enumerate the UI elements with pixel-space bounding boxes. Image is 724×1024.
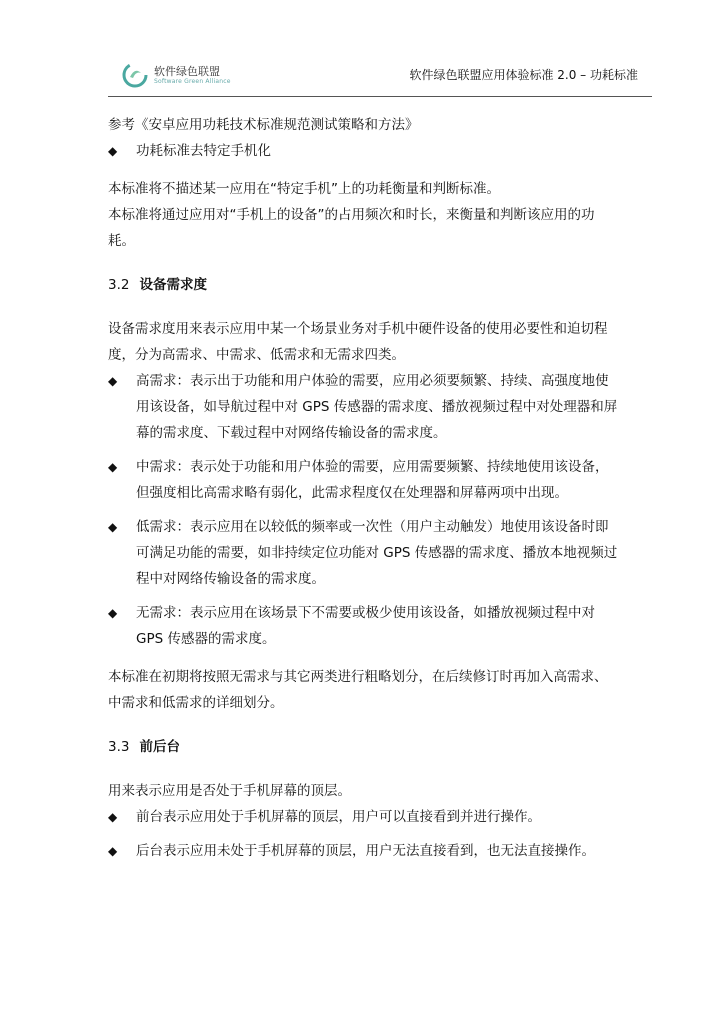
list-item-text: 低需求：表示应用在以较低的频率或一次性（用户主动触发）地使用该设备时即可满足功能的需要，如非持续定位功能对 GPS 传感器的需求度、播放本地视频过程中对网络传输设备的需求度。 xyxy=(136,519,618,587)
section-title: 设备需求度 xyxy=(139,277,207,293)
document-header-title: 软件绿色联盟应用体验标准 2.0 – 功耗标准 xyxy=(409,68,638,82)
paragraph: 设备需求度用来表示应用中某一个场景业务对手机中硬件设备的使用必要性和迫切程度，分为高需求、中需求、低需求和无需求四类。 xyxy=(108,321,608,363)
section-title: 前后台 xyxy=(139,739,180,755)
logo-name-cn: 软件绿色联盟 xyxy=(154,64,220,78)
list-item xyxy=(108,368,620,446)
list-item-text: 中需求：表示处于功能和用户体验的需要，应用需要频繁、持续地使用该设备，但强度相比高需求略有弱化，此需求程度仅在处理器和屏幕两项中出现。 xyxy=(136,459,609,501)
list-item-text: 后台表示应用未处于手机屏幕的顶层，用户无法直接看到，也无法直接操作。 xyxy=(136,843,595,859)
list-item-text: 前台表示应用处于手机屏幕的顶层，用户可以直接看到并进行操作。 xyxy=(136,809,541,825)
section-number: 3.2 xyxy=(108,277,130,293)
diamond-bullet-icon: ◆ xyxy=(108,520,118,534)
list-item xyxy=(108,804,620,830)
header-divider xyxy=(108,96,652,97)
reference-paragraph: 参考《安卓应用功耗技术标准规范测试策略和方法》 xyxy=(108,117,419,133)
list-item xyxy=(108,514,620,592)
diamond-bullet-icon: ◆ xyxy=(108,810,118,824)
diamond-bullet-icon: ◆ xyxy=(108,460,118,474)
diamond-bullet-icon: ◆ xyxy=(108,374,118,388)
paragraph: 本标准将通过应用对“手机上的设备”的占用频次和时长，来衡量和判断该应用的功耗。 xyxy=(108,207,595,249)
document-body xyxy=(108,112,620,864)
list-item xyxy=(108,138,620,164)
green-alliance-logo-icon xyxy=(122,62,148,88)
list-item-text: 高需求：表示出于功能和用户体验的需要，应用必须要频繁、持续、高强度地使用该设备，如导航过程中对 GPS 传感器的需求度、播放视频过程中对处理器和屏幕的需求度、下载过程中对网络传输设备的需求度。 xyxy=(136,373,618,441)
section-number: 3.3 xyxy=(108,739,130,755)
paragraph: 用来表示应用是否处于手机屏幕的顶层。 xyxy=(108,783,351,799)
list-item xyxy=(108,838,620,864)
section-heading xyxy=(108,272,620,298)
paragraph: 本标准将不描述某一应用在“特定手机”上的功耗衡量和判断标准。 xyxy=(108,181,500,197)
list-item-text: 无需求：表示应用在该场景下不需要或极少使用该设备，如播放视频过程中对 GPS 传感器的需求度。 xyxy=(136,605,595,647)
diamond-bullet-icon: ◆ xyxy=(108,606,118,620)
diamond-bullet-icon: ◆ xyxy=(108,844,118,858)
logo-name-en: Software Green Alliance xyxy=(154,77,231,85)
paragraph: 本标准在初期将按照无需求与其它两类进行粗略划分，在后续修订时再加入高需求、中需求和低需求的详细划分。 xyxy=(108,669,608,711)
page-header xyxy=(0,0,724,100)
list-item xyxy=(108,600,620,652)
section-heading xyxy=(108,734,620,760)
list-item-text: 功耗标准去特定手机化 xyxy=(136,143,271,159)
list-item xyxy=(108,454,620,506)
brand-logo xyxy=(122,62,231,88)
diamond-bullet-icon: ◆ xyxy=(108,144,118,158)
